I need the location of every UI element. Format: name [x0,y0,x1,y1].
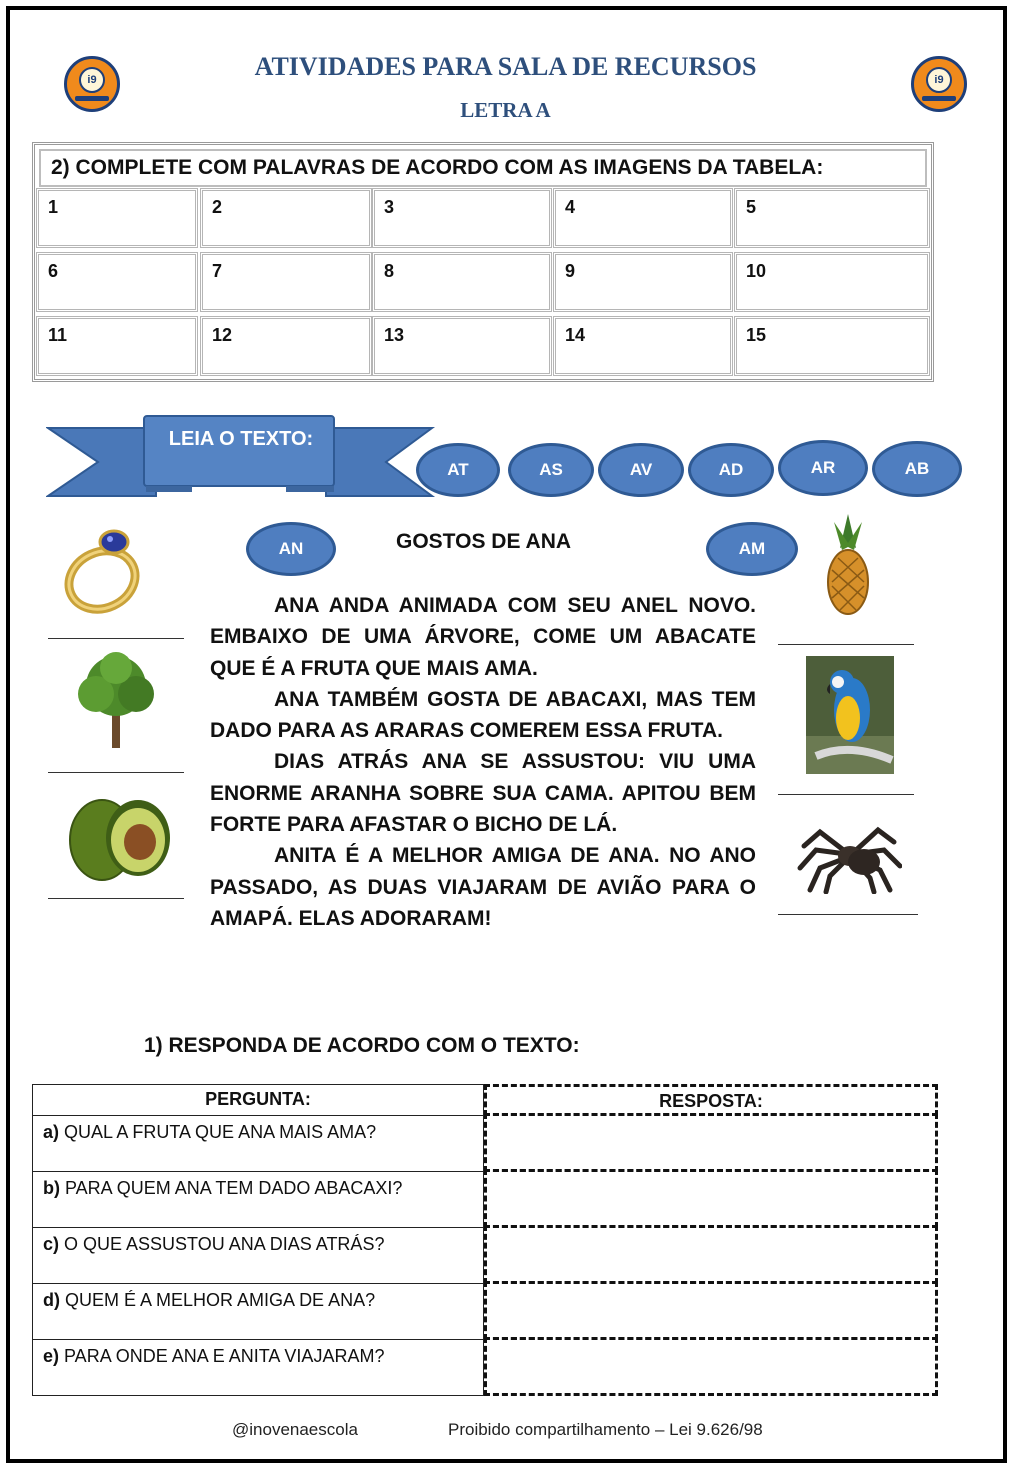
footer-notice: Proibido compartilhamento – Lei 9.626/98 [448,1420,763,1439]
ribbon-label: LEIA O TEXTO: [168,428,314,450]
grid-cell-15[interactable]: 15 [734,316,930,376]
column-header-answer: RESPOSTA: [484,1084,938,1116]
story-paragraph-2: ANA TAMBÉM GOSTA DE ABACAXI, MAS TEM DADO PARA AS ARARAS COMEREM ESSA FRUTA. [210,687,756,743]
syllable-at: AT [416,443,500,497]
column-header-question: PERGUNTA: [32,1084,484,1116]
grid-cell-5[interactable]: 5 [734,188,930,248]
question-letter: e) [43,1346,60,1366]
question-text: QUEM É A MELHOR AMIGA DE ANA? [60,1290,376,1310]
question-letter: c) [43,1234,60,1254]
pineapple-icon [820,514,876,618]
answer-line [778,794,914,795]
logo-mark: i9 [926,67,952,93]
question-text: PARA QUEM ANA TEM DADO ABACAXI? [60,1178,403,1198]
answer-line [48,772,184,773]
question-text: PARA ONDE ANA E ANITA VIAJARAM? [59,1346,385,1366]
grid-cell-11[interactable]: 11 [36,316,198,376]
story-paragraph-4: ANITA É A MELHOR AMIGA DE ANA. NO ANO PASSADO, AS DUAS VIAJARAM DE AVIÃO PARA O AMAPÁ. ELAS ADORARAM! [210,844,756,930]
question-letter: b) [43,1178,60,1198]
syllable-ab: AB [872,441,962,497]
grid-cell-10[interactable]: 10 [734,252,930,312]
syllable-am: AM [706,522,798,576]
exercise1-instruction: 1) RESPONDA DE ACORDO COM O TEXTO: [144,1034,580,1057]
answer-line [778,644,914,645]
answer-field-c[interactable] [484,1225,938,1284]
question-text: QUAL A FRUTA QUE ANA MAIS AMA? [59,1122,377,1142]
grid-cell-13[interactable]: 13 [372,316,552,376]
question-d [32,1283,484,1340]
question-e [32,1339,484,1396]
syllable-ad: AD [688,443,774,497]
logo-mark: i9 [79,67,105,93]
footer-handle: @inovenaescola [232,1420,358,1439]
answer-field-a[interactable] [484,1113,938,1172]
answer-line [48,638,184,639]
syllable-an: AN [246,522,336,576]
ring-icon [54,522,146,618]
grid-cell-7[interactable]: 7 [200,252,372,312]
spider-icon [796,812,902,894]
grid-cell-4[interactable]: 4 [553,188,733,248]
story-title: GOSTOS DE ANA [396,530,572,553]
story-text [210,590,756,934]
syllable-ar: AR [778,440,868,496]
grid-cell-1[interactable]: 1 [36,188,198,248]
tree-icon [72,650,162,750]
question-a [32,1115,484,1172]
grid-cell-3[interactable]: 3 [372,188,552,248]
question-text: O QUE ASSUSTOU ANA DIAS ATRÁS? [59,1234,385,1254]
grid-cell-12[interactable]: 12 [200,316,372,376]
answer-field-e[interactable] [484,1337,938,1396]
exercise2-instruction: 2) COMPLETE COM PALAVRAS DE ACORDO COM AS IMAGENS DA TABELA: [39,149,927,187]
syllable-as: AS [508,443,594,497]
question-c [32,1227,484,1284]
page-title: ATIVIDADES PARA SALA DE RECURSOS [254,52,757,81]
answer-field-d[interactable] [484,1281,938,1340]
story-paragraph-1: ANA ANDA ANIMADA COM SEU ANEL NOVO. EMBAIXO DE UMA ÁRVORE, COME UM ABACATE QUE É A FRUTA QUE MAIS AMA. [210,594,756,680]
grid-cell-9[interactable]: 9 [553,252,733,312]
answer-line [778,914,918,915]
question-letter: a) [43,1122,60,1142]
grid-cell-6[interactable]: 6 [36,252,198,312]
avocado-icon [64,786,176,882]
question-b [32,1171,484,1228]
ribbon-banner [46,412,436,498]
macaw-icon [806,656,894,774]
question-letter: d) [43,1290,60,1310]
grid-cell-14[interactable]: 14 [553,316,733,376]
answer-field-b[interactable] [484,1169,938,1228]
answer-line [48,898,184,899]
grid-cell-2[interactable]: 2 [200,188,372,248]
syllable-av: AV [598,443,684,497]
grid-cell-8[interactable]: 8 [372,252,552,312]
page-subtitle: LETRA A [460,98,551,122]
story-paragraph-3: DIAS ATRÁS ANA SE ASSUSTOU: VIU UMA ENORME ARANHA SOBRE SUA CAMA. APITOU BEM FORTE PARA AFASTAR O BICHO DE LÁ. [210,750,756,837]
